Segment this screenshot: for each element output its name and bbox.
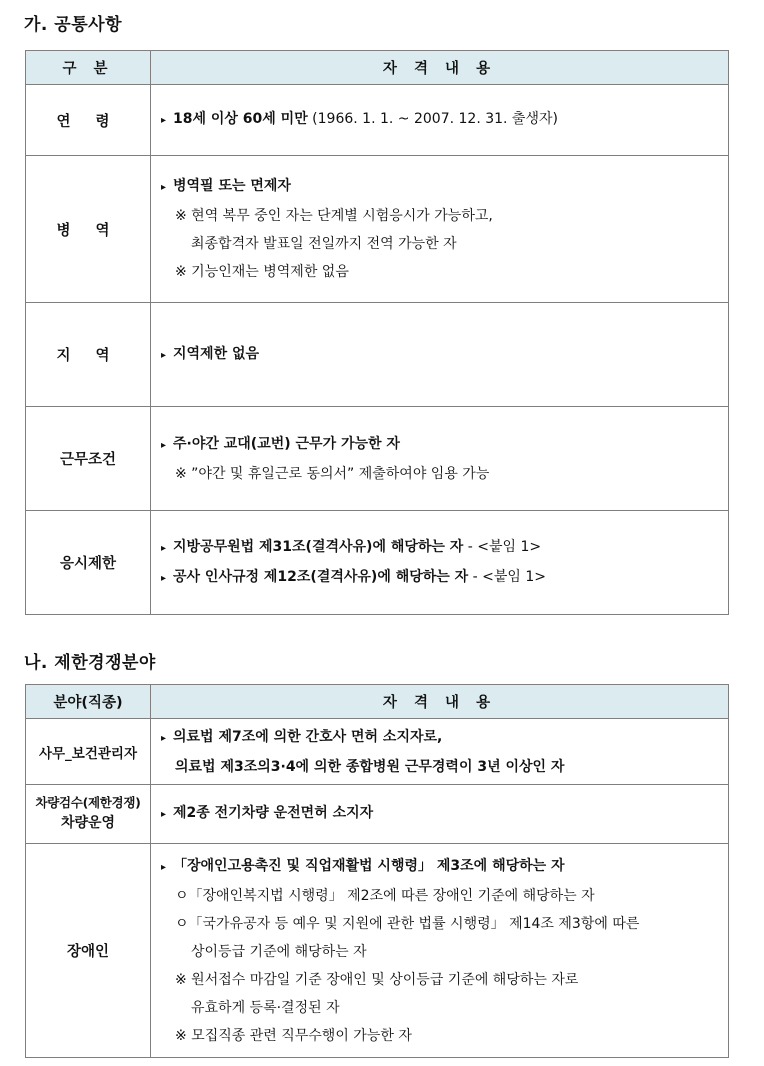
list-item: ▸ 공사 인사규정 제12조(결격사유)에 해당하는 자 - <붙임 1> bbox=[161, 563, 728, 593]
list-item-continuation: 의료법 제3조의3·4에 의한 종합병원 근무경력이 3년 이상인 자 bbox=[175, 758, 565, 775]
row-content bbox=[151, 156, 729, 303]
triangle-bullet-icon: ▸ bbox=[161, 182, 167, 193]
row-category: 장애인 bbox=[26, 844, 151, 1058]
list-item: ▸ 18세 이상 60세 미만 (1966. 1. 1. ~ 2007. 12. 31. 출생자) bbox=[161, 105, 728, 135]
triangle-bullet-icon: ▸ bbox=[161, 349, 167, 361]
list-item: ▸ 의료법 제7조에 의한 간호사 면허 소지자로, bbox=[161, 723, 728, 753]
section-a-title: 가. 공통사항 bbox=[24, 15, 122, 35]
restricted-competition-table bbox=[25, 684, 729, 1058]
table-row bbox=[26, 511, 729, 615]
triangle-bullet-icon: ▸ bbox=[161, 542, 167, 554]
table-row bbox=[26, 844, 729, 1058]
header-field: 분야(직종) bbox=[26, 685, 151, 719]
list-item: ▸ 병역필 또는 면제자 bbox=[161, 172, 728, 202]
table-row bbox=[26, 407, 729, 511]
note-line: ※ 모집직종 관련 직무수행이 가능한 자 bbox=[175, 1027, 412, 1044]
row-category: 지 역 bbox=[26, 303, 151, 407]
note-line: ※ 원서접수 마감일 기준 장애인 및 상이등급 기준에 해당하는 자로 bbox=[175, 971, 579, 988]
note-line: 유효하게 등록·결정된 자 bbox=[191, 999, 340, 1016]
row-content bbox=[151, 719, 729, 785]
triangle-bullet-icon: ▸ bbox=[161, 439, 167, 451]
row-category: 차량검수(제한경쟁) 차량운영 bbox=[26, 785, 151, 844]
row-content bbox=[151, 511, 729, 615]
row-content bbox=[151, 303, 729, 407]
list-item: ▸ 주·야간 교대(교번) 근무가 가능한 자 bbox=[161, 430, 728, 460]
table-row bbox=[26, 156, 729, 303]
table-row bbox=[26, 303, 729, 407]
list-item: ▸ 지방공무원법 제31조(결격사유)에 해당하는 자 - <붙임 1> bbox=[161, 533, 728, 563]
table-row bbox=[26, 719, 729, 785]
row-category: 병 역 bbox=[26, 156, 151, 303]
sub-item-continuation: 상이등급 기준에 해당하는 자 bbox=[191, 943, 367, 960]
table-row bbox=[26, 85, 729, 156]
table-row bbox=[26, 785, 729, 844]
header-category: 구 분 bbox=[26, 51, 151, 85]
sub-item: ㅇ「장애인복지법 시행령」 제2조에 따른 장애인 기준에 해당하는 자 bbox=[175, 887, 595, 904]
row-content bbox=[151, 844, 729, 1058]
note-line: ※ ”야간 및 휴일근로 동의서” 제출하여야 임용 가능 bbox=[175, 465, 490, 482]
note-line: ※ 현역 복무 중인 자는 단계별 시험응시가 가능하고, bbox=[175, 208, 493, 224]
row-category: 연 령 bbox=[26, 85, 151, 156]
common-requirements-table bbox=[25, 50, 729, 615]
row-content bbox=[151, 407, 729, 511]
row-category: 사무_보건관리자 bbox=[26, 719, 151, 785]
list-item: ▸ 제2종 전기차량 운전면허 소지자 bbox=[161, 799, 728, 829]
list-item: ▸ 지역제한 없음 bbox=[161, 340, 728, 370]
section-b-title: 나. 제한경쟁분야 bbox=[24, 653, 156, 673]
note-line: 최종합격자 발표일 전일까지 전역 가능한 자 bbox=[191, 236, 457, 252]
triangle-bullet-icon: ▸ bbox=[161, 861, 167, 873]
triangle-bullet-icon: ▸ bbox=[161, 572, 167, 584]
row-category: 응시제한 bbox=[26, 511, 151, 615]
row-category: 근무조건 bbox=[26, 407, 151, 511]
list-item: ▸ 「장애인고용촉진 및 직업재활법 시행령」 제3조에 해당하는 자 bbox=[161, 852, 728, 882]
triangle-bullet-icon: ▸ bbox=[161, 732, 167, 744]
triangle-bullet-icon: ▸ bbox=[161, 115, 167, 126]
triangle-bullet-icon: ▸ bbox=[161, 809, 167, 820]
row-content bbox=[151, 785, 729, 844]
row-content bbox=[151, 85, 729, 156]
header-qualification: 자 격 내 용 bbox=[151, 51, 729, 85]
note-line: ※ 기능인재는 병역제한 없음 bbox=[175, 264, 349, 280]
header-qualification: 자 격 내 용 bbox=[151, 685, 729, 719]
sub-item: ㅇ「국가유공자 등 예우 및 지원에 관한 법률 시행령」 제14조 제3항에 따른 bbox=[175, 915, 640, 932]
